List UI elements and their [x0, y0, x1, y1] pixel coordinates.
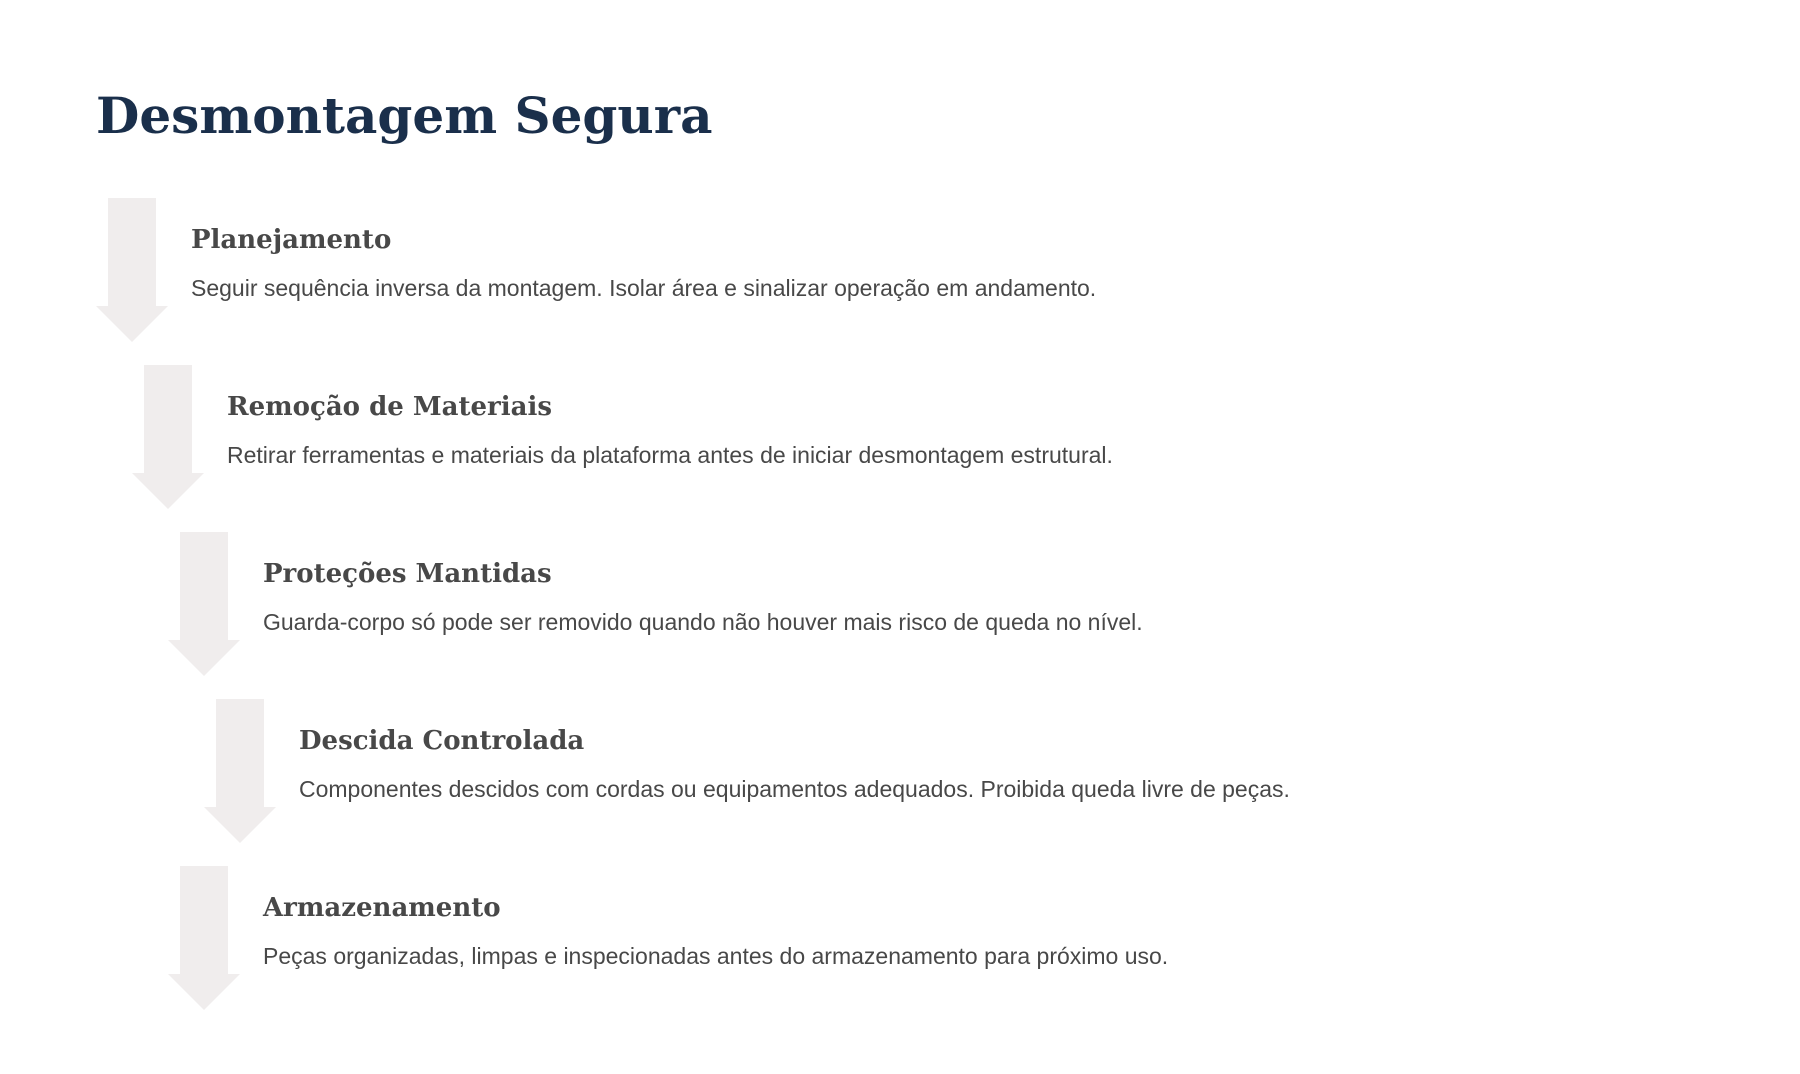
down-arrow-icon — [168, 866, 240, 1010]
step-title: Remoção de Materiais — [227, 392, 552, 422]
step-description: Seguir sequência inversa da montagem. Isolar área e sinalizar operação em andamento. — [191, 275, 1097, 301]
down-arrow-icon — [168, 532, 240, 676]
down-arrow-icon — [96, 198, 168, 342]
step-title: Descida Controlada — [299, 726, 585, 756]
step-description: Guarda-corpo só pode ser removido quando não houver mais risco de queda no nível. — [263, 609, 1143, 635]
step-title: Planejamento — [191, 225, 392, 255]
down-arrow-icon — [204, 699, 276, 843]
step-title: Armazenamento — [263, 893, 501, 923]
step-description: Peças organizadas, limpas e inspecionadas antes do armazenamento para próximo uso. — [263, 943, 1169, 969]
down-arrow-icon — [132, 365, 204, 509]
page-title: Desmontagem Segura — [96, 86, 713, 145]
step-description: Retirar ferramentas e materiais da plataforma antes de iniciar desmontagem estrutural. — [227, 442, 1113, 468]
step-description: Componentes descidos com cordas ou equipamentos adequados. Proibida queda livre de peças. — [299, 776, 1290, 802]
step-title: Proteções Mantidas — [263, 559, 552, 589]
